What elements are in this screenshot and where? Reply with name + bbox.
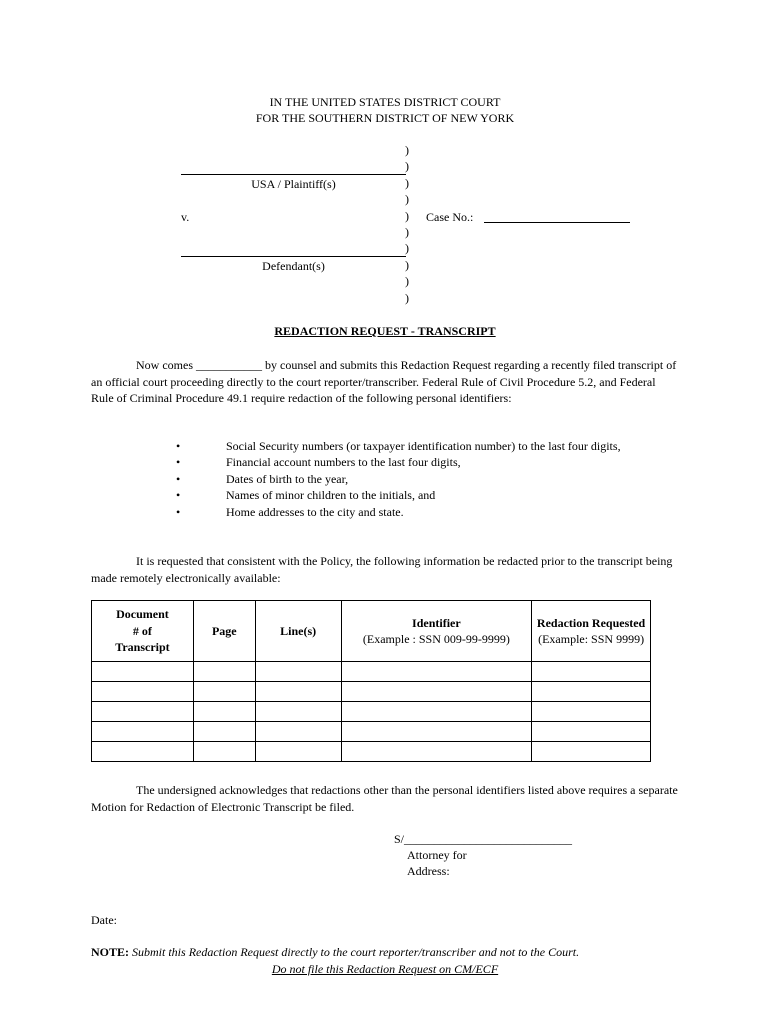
- table-row: [92, 702, 651, 722]
- list-item-text: Home addresses to the city and state.: [226, 504, 404, 519]
- cell-lines[interactable]: [255, 682, 341, 702]
- cell-document[interactable]: [92, 682, 194, 702]
- header-redaction-example: (Example: SSN 9999): [538, 632, 645, 646]
- table-row: [92, 742, 651, 762]
- cell-lines[interactable]: [255, 702, 341, 722]
- bullet-icon: •: [176, 455, 181, 470]
- table-row: [92, 682, 651, 702]
- plaintiff-name-line: [181, 174, 406, 175]
- header-document-line1: Document: [116, 607, 169, 622]
- bullet-icon: •: [176, 488, 181, 503]
- cell-document[interactable]: [92, 722, 194, 742]
- note-label: NOTE:: [91, 945, 130, 959]
- cell-lines[interactable]: [255, 662, 341, 682]
- redaction-table: [91, 600, 651, 762]
- list-item-text: Financial account numbers to the last four digits,: [226, 455, 461, 470]
- table-row: [92, 722, 651, 742]
- address-label: Address:: [407, 864, 450, 878]
- header-lines: Line(s): [255, 601, 341, 662]
- request-paragraph: [91, 553, 681, 586]
- cell-lines[interactable]: [255, 742, 341, 762]
- cell-lines[interactable]: [255, 722, 341, 742]
- table-header-row: [92, 601, 651, 662]
- defendant-label: Defendant(s): [262, 259, 325, 273]
- cell-redaction[interactable]: [532, 662, 651, 682]
- acknowledgement-text: The undersigned acknowledges that redactions other than the personal identifiers listed above requires a separate Motion for Redaction of Electronic Transcript be filed.: [91, 783, 678, 814]
- plaintiff-label: USA / Plaintiff(s): [251, 177, 336, 191]
- list-item: [176, 454, 676, 470]
- versus-label: v.: [181, 210, 190, 224]
- paren: ): [405, 224, 409, 239]
- cell-page[interactable]: [193, 722, 255, 742]
- cell-page[interactable]: [193, 662, 255, 682]
- list-item-text: Dates of birth to the year,: [226, 471, 349, 486]
- cell-identifier[interactable]: [341, 662, 532, 682]
- court-district: FOR THE SOUTHERN DISTRICT OF NEW YORK: [255, 111, 515, 125]
- cell-identifier[interactable]: [341, 702, 532, 722]
- table-row: [92, 662, 651, 682]
- header-document: [92, 601, 194, 662]
- cell-page[interactable]: [193, 702, 255, 722]
- cell-page[interactable]: [193, 682, 255, 702]
- cell-redaction[interactable]: [532, 702, 651, 722]
- note-text: Submit this Redaction Request directly to the court reporter/transcriber and not to the Court.: [132, 945, 580, 959]
- header-page: Page: [193, 601, 255, 662]
- note: [91, 945, 579, 960]
- bullet-icon: •: [176, 471, 181, 486]
- paren: ): [405, 159, 409, 174]
- cell-redaction[interactable]: [532, 682, 651, 702]
- paren: ): [405, 274, 409, 289]
- document-title-text: REDACTION REQUEST - TRANSCRIPT: [274, 324, 496, 338]
- header-redaction: [532, 601, 651, 662]
- identifier-list: [176, 438, 676, 520]
- header-identifier: [341, 601, 532, 662]
- document-title: [0, 324, 770, 339]
- header-redaction-label: Redaction Requested: [536, 615, 646, 630]
- paren: ): [405, 143, 409, 157]
- paren: ): [405, 257, 409, 272]
- bullet-icon: •: [176, 504, 181, 519]
- court-name: IN THE UNITED STATES DISTRICT COURT: [269, 95, 501, 109]
- header-identifier-label: Identifier: [412, 615, 461, 630]
- list-item-text: Names of minor children to the initials, and: [226, 488, 436, 503]
- cell-document[interactable]: [92, 662, 194, 682]
- note-line2-text: Do not file this Redaction Request on CM/ECF: [271, 962, 499, 976]
- acknowledgement-paragraph: [91, 782, 681, 815]
- intro-paragraph: [91, 357, 681, 407]
- list-item: [176, 504, 676, 520]
- list-item-text: Social Security numbers (or taxpayer identification number) to the last four digits,: [226, 439, 621, 453]
- paren: ): [405, 192, 409, 207]
- cell-identifier[interactable]: [341, 722, 532, 742]
- paren: ): [405, 241, 409, 256]
- paren: ): [405, 290, 409, 305]
- caption-parens: [405, 142, 417, 306]
- cell-redaction[interactable]: [532, 742, 651, 762]
- date-label: Date:: [91, 913, 117, 927]
- bullet-icon: •: [176, 439, 181, 453]
- intro-blank[interactable]: ___________: [196, 358, 262, 372]
- intro-prefix: Now comes: [136, 358, 193, 372]
- defendant-name-line: [181, 256, 406, 257]
- cell-page[interactable]: [193, 742, 255, 762]
- header-document-line3: Transcript: [115, 640, 170, 655]
- cell-document[interactable]: [92, 742, 194, 762]
- header-document-line2: # of: [132, 623, 152, 638]
- list-item: [176, 438, 676, 454]
- cell-identifier[interactable]: [341, 742, 532, 762]
- attorney-for-label: Attorney for: [407, 848, 467, 862]
- intro-text: by counsel and submits this Redaction Request regarding a recently filed transcript of an official court proceeding directly to the court reporter/transcriber. Federal Rule of Civil Procedure 5.2, and Federal Rule of Criminal Procedure 49.1 require redaction of the following personal identifiers:: [91, 358, 677, 405]
- signature-line[interactable]: S/____________________________: [394, 832, 573, 846]
- paren: ): [405, 208, 409, 223]
- cell-document[interactable]: [92, 702, 194, 722]
- list-item: [176, 471, 676, 487]
- note-line2: [0, 962, 770, 977]
- cell-identifier[interactable]: [341, 682, 532, 702]
- case-no-label: Case No.:: [426, 210, 474, 224]
- cell-redaction[interactable]: [532, 722, 651, 742]
- paren: ): [405, 175, 409, 190]
- request-text: It is requested that consistent with the Policy, the following information be redacted prior to the transcript being made remotely electronically available:: [91, 554, 673, 585]
- list-item: [176, 487, 676, 503]
- case-no-field[interactable]: [484, 222, 630, 223]
- header-identifier-example: (Example : SSN 009-99-9999): [362, 632, 510, 646]
